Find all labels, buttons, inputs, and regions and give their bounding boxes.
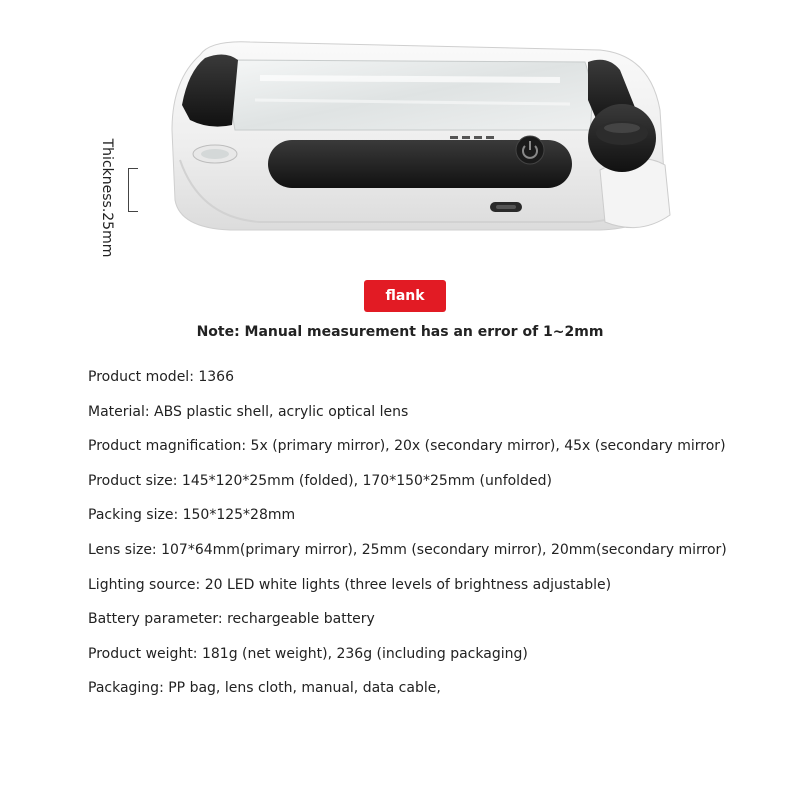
spec-item: Product weight: 181g (net weight), 236g (including packaging) — [88, 645, 528, 662]
usb-port — [490, 202, 522, 212]
spec-item: Material: ABS plastic shell, acrylic optical lens — [88, 403, 409, 420]
spec-item: Battery parameter: rechargeable battery — [88, 611, 375, 628]
flank-badge: flank — [364, 280, 446, 312]
spec-list — [88, 360, 728, 706]
measurement-note: Note: Manual measurement has an error of 1~2mm — [196, 324, 604, 340]
magnifier-product-image — [0, 0, 800, 260]
spec-item: Packing size: 150*125*28mm — [88, 507, 296, 524]
spec-item: Product magnification: 5x (primary mirror), 20x (secondary mirror), 45x (secondary mirror) — [88, 438, 726, 455]
spec-item: Product size: 145*120*25mm (folded), 170*150*25mm (unfolded) — [88, 472, 552, 489]
thickness-label: Thickness.25mm — [99, 138, 115, 258]
spec-item: Lens size: 107*64mm(primary mirror), 25mm (secondary mirror), 20mm(secondary mirror) — [88, 541, 727, 558]
spec-item: Product model: 1366 — [88, 369, 234, 385]
main-lens — [232, 60, 592, 130]
spec-item: Packaging: PP bag, lens cloth, manual, data cable, — [88, 680, 441, 697]
thickness-bracket — [128, 168, 139, 212]
power-icon — [516, 136, 544, 164]
small-lens — [193, 145, 237, 163]
spec-item: Lighting source: 20 LED white lights (three levels of brightness adjustable) — [88, 576, 612, 593]
